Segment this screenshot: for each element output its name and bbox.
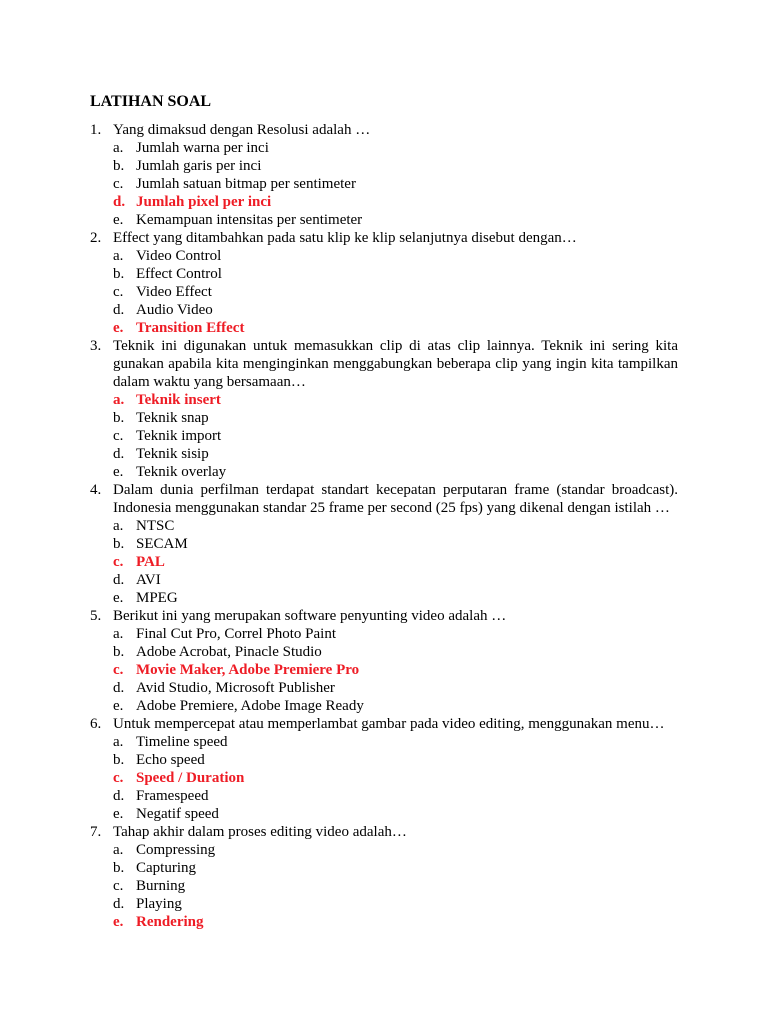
option-6d xyxy=(0,787,768,805)
option-5a xyxy=(0,625,768,643)
question-text: Untuk mempercepat atau memperlambat gambar pada video editing, menggunakan menu… xyxy=(113,716,665,732)
option-text: Video Effect xyxy=(136,284,212,300)
option-7d xyxy=(0,895,768,913)
option-letter: d. xyxy=(113,446,125,462)
option-text: Jumlah satuan bitmap per sentimeter xyxy=(136,176,356,192)
option-letter: a. xyxy=(113,248,124,264)
option-letter: e. xyxy=(113,590,124,606)
option-6c-answer xyxy=(0,769,768,787)
option-6e xyxy=(0,805,768,823)
question-number: 3. xyxy=(90,338,102,354)
option-4d xyxy=(0,571,768,589)
option-text: AVI xyxy=(136,572,161,588)
option-letter: b. xyxy=(113,158,125,174)
option-letter: a. xyxy=(113,140,124,156)
document-title: LATIHAN SOAL xyxy=(90,93,212,110)
option-letter: c. xyxy=(113,662,124,678)
option-letter: d. xyxy=(113,194,126,210)
option-letter: c. xyxy=(113,554,124,570)
question-text: Teknik ini digunakan untuk memasukkan clip di atas clip lainnya. Teknik ini sering kita gunakan apabila kita menginginkan menggabungkan beberapa clip yang ingin kita tampilkan dalam waktu yang bersamaan… xyxy=(113,338,678,390)
option-6b xyxy=(0,751,768,769)
option-text: Compressing xyxy=(136,842,216,858)
option-text: Audio Video xyxy=(136,302,213,318)
option-text: Movie Maker, Adobe Premiere Pro xyxy=(136,662,360,678)
option-4c-answer xyxy=(0,553,768,571)
option-letter: e. xyxy=(113,806,124,822)
option-3a-answer xyxy=(0,391,768,409)
option-letter: d. xyxy=(113,788,125,804)
option-3b xyxy=(0,409,768,427)
question-number: 4. xyxy=(90,482,102,498)
option-2b xyxy=(0,265,768,283)
option-7a xyxy=(0,841,768,859)
option-text: Effect Control xyxy=(136,266,222,282)
option-letter: e. xyxy=(113,212,124,228)
option-4a xyxy=(0,517,768,535)
option-text: Video Control xyxy=(136,248,222,264)
option-5b xyxy=(0,643,768,661)
question-text: Yang dimaksud dengan Resolusi adalah … xyxy=(113,122,371,138)
question-number: 6. xyxy=(90,716,102,732)
option-letter: d. xyxy=(113,896,125,912)
option-list xyxy=(0,733,768,823)
option-list xyxy=(0,247,768,337)
option-letter: b. xyxy=(113,536,125,552)
option-list xyxy=(0,625,768,715)
option-text: SECAM xyxy=(136,536,188,552)
option-list xyxy=(0,139,768,229)
option-letter: e. xyxy=(113,698,124,714)
option-list xyxy=(0,391,768,481)
option-2e-answer xyxy=(0,319,768,337)
option-3e xyxy=(0,463,768,481)
option-3c xyxy=(0,427,768,445)
option-5c-answer xyxy=(0,661,768,679)
question-number: 7. xyxy=(90,824,102,840)
option-7b xyxy=(0,859,768,877)
option-letter: e. xyxy=(113,320,124,336)
option-7e-answer xyxy=(0,913,768,931)
option-text: Adobe Premiere, Adobe Image Ready xyxy=(136,698,364,714)
question-text: Dalam dunia perfilman terdapat standart kecepatan perputaran frame (standar broadcast). Indonesia menggunakan standar 25 frame per second (25 fps) yang dikenal dengan istilah … xyxy=(113,482,678,516)
option-letter: a. xyxy=(113,734,124,750)
option-letter: c. xyxy=(113,284,124,300)
option-5d xyxy=(0,679,768,697)
option-text: Teknik sisip xyxy=(136,446,209,462)
question-list xyxy=(0,121,768,931)
question-6 xyxy=(0,715,768,823)
option-text: Echo speed xyxy=(136,752,205,768)
option-1d-answer xyxy=(0,193,768,211)
option-text: Playing xyxy=(136,896,182,912)
option-text: NTSC xyxy=(136,518,175,534)
option-letter: b. xyxy=(113,266,125,282)
option-text: Burning xyxy=(136,878,186,894)
option-text: Jumlah pixel per inci xyxy=(136,194,272,210)
option-letter: d. xyxy=(113,680,125,696)
option-6a xyxy=(0,733,768,751)
option-text: Adobe Acrobat, Pinacle Studio xyxy=(136,644,322,660)
question-7 xyxy=(0,823,768,931)
option-2d xyxy=(0,301,768,319)
question-1 xyxy=(0,121,768,229)
option-2c xyxy=(0,283,768,301)
option-text: MPEG xyxy=(136,590,178,606)
question-number: 1. xyxy=(90,122,102,138)
option-list xyxy=(0,517,768,607)
option-2a xyxy=(0,247,768,265)
option-text: Negatif speed xyxy=(136,806,219,822)
option-letter: d. xyxy=(113,572,125,588)
question-text: Effect yang ditambahkan pada satu klip ke klip selanjutnya disebut dengan… xyxy=(113,230,577,246)
option-letter: b. xyxy=(113,860,125,876)
option-text: Transition Effect xyxy=(136,320,245,336)
question-4 xyxy=(0,481,768,607)
option-3d xyxy=(0,445,768,463)
option-1c xyxy=(0,175,768,193)
option-text: Jumlah garis per inci xyxy=(136,158,262,174)
question-number: 5. xyxy=(90,608,102,624)
option-letter: e. xyxy=(113,914,124,930)
option-letter: c. xyxy=(113,176,124,192)
option-text: Jumlah warna per inci xyxy=(136,140,269,156)
question-text: Tahap akhir dalam proses editing video adalah… xyxy=(113,824,407,840)
option-7c xyxy=(0,877,768,895)
option-letter: d. xyxy=(113,302,125,318)
option-letter: a. xyxy=(113,842,124,858)
option-letter: c. xyxy=(113,428,124,444)
option-letter: b. xyxy=(113,644,125,660)
option-text: Rendering xyxy=(136,914,204,930)
question-2 xyxy=(0,229,768,337)
option-list xyxy=(0,841,768,931)
option-text: Teknik import xyxy=(136,428,222,444)
option-4e xyxy=(0,589,768,607)
option-letter: a. xyxy=(113,626,124,642)
option-text: PAL xyxy=(136,554,165,570)
option-1e xyxy=(0,211,768,229)
option-letter: a. xyxy=(113,518,124,534)
question-number: 2. xyxy=(90,230,102,246)
option-text: Teknik snap xyxy=(136,410,209,426)
option-text: Final Cut Pro, Correl Photo Paint xyxy=(136,626,337,642)
option-letter: c. xyxy=(113,770,124,786)
option-text: Kemampuan intensitas per sentimeter xyxy=(136,212,363,228)
option-1b xyxy=(0,157,768,175)
option-text: Teknik insert xyxy=(136,392,221,408)
option-letter: b. xyxy=(113,410,125,426)
question-text: Berikut ini yang merupakan software penyunting video adalah … xyxy=(113,608,507,624)
question-3 xyxy=(0,337,768,481)
option-letter: a. xyxy=(113,392,125,408)
option-text: Avid Studio, Microsoft Publisher xyxy=(136,680,335,696)
option-text: Timeline speed xyxy=(136,734,228,750)
option-text: Teknik overlay xyxy=(136,464,227,480)
option-text: Speed / Duration xyxy=(136,770,245,786)
option-text: Capturing xyxy=(136,860,196,876)
option-text: Framespeed xyxy=(136,788,209,804)
option-5e xyxy=(0,697,768,715)
option-letter: e. xyxy=(113,464,124,480)
option-1a xyxy=(0,139,768,157)
option-letter: c. xyxy=(113,878,124,894)
option-4b xyxy=(0,535,768,553)
question-5 xyxy=(0,607,768,715)
option-letter: b. xyxy=(113,752,125,768)
